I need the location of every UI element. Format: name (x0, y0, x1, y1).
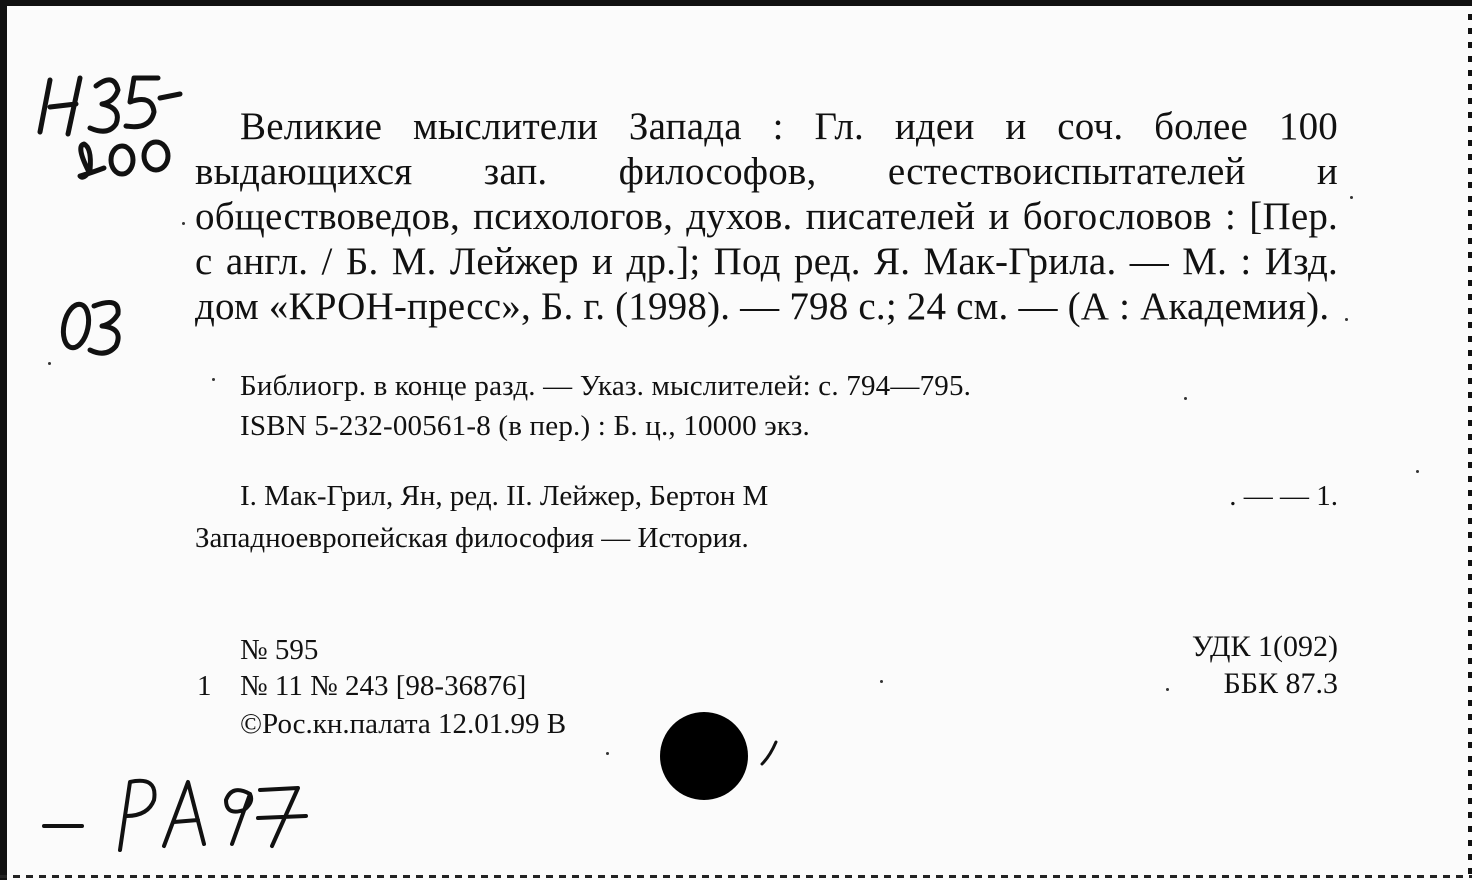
scan-speck (1184, 397, 1187, 400)
scan-speck (606, 752, 609, 755)
handwritten-call-number (18, 52, 208, 202)
handwritten-mark-03 (50, 290, 160, 370)
isbn-line: ISBN 5-232-00561-8 (в пер.) : Б. ц., 10000 экз. (240, 410, 810, 442)
tracing-subject-ref: . — — 1. (1229, 480, 1338, 512)
scan-speck (182, 222, 185, 225)
book-chamber-stamp: ©Рос.кн.палата 12.01.99 В (240, 708, 567, 740)
scan-speck (212, 378, 215, 381)
tracing-line (240, 480, 1338, 513)
handwritten-mark-pa97 (36, 760, 336, 860)
card-top-edge (0, 0, 1472, 6)
scan-speck (1350, 196, 1353, 199)
scan-speck (880, 680, 883, 683)
card-right-edge (1468, 0, 1472, 880)
card-left-edge (0, 0, 7, 880)
subject-heading: Западноевропейская философия — История. (195, 522, 749, 554)
card-bottom-edge (0, 875, 1472, 878)
scan-speck (1416, 470, 1419, 473)
bibliographic-description: Великие мыслители Запада : Гл. идеи и соч. более 100 выдающихся зап. философов, естествоиспытателей и обществоведов, психологов, духов. писателей и богословов : [Пер. с англ. / Б. М. Лейжер и др.]; Под ред. Я. Мак-Грила. — М. : Изд. дом «КРОН-пресс», Б. г. (1998). — 798 с.; 24 см. — (А : Академия). (195, 105, 1338, 328)
copies-count: 1 (197, 670, 212, 702)
scan-speck (48, 362, 51, 365)
handwritten-tick (758, 738, 788, 768)
tracing-entries: I. Мак-Грил, Ян, ред. II. Лейжер, Бертон М (240, 480, 769, 512)
registration-numbers: № 11 № 243 [98-36876] (240, 670, 527, 702)
udk-code: УДК 1(092) (1191, 630, 1338, 663)
punch-hole (660, 712, 748, 800)
record-number: № 595 (240, 634, 319, 666)
scan-speck (1166, 688, 1169, 691)
bbk-code: ББК 87.3 (1223, 667, 1338, 700)
bibliography-note: Библиогр. в конце разд. — Указ. мыслителей: с. 794—795. (240, 370, 972, 402)
scan-speck (1345, 318, 1348, 321)
